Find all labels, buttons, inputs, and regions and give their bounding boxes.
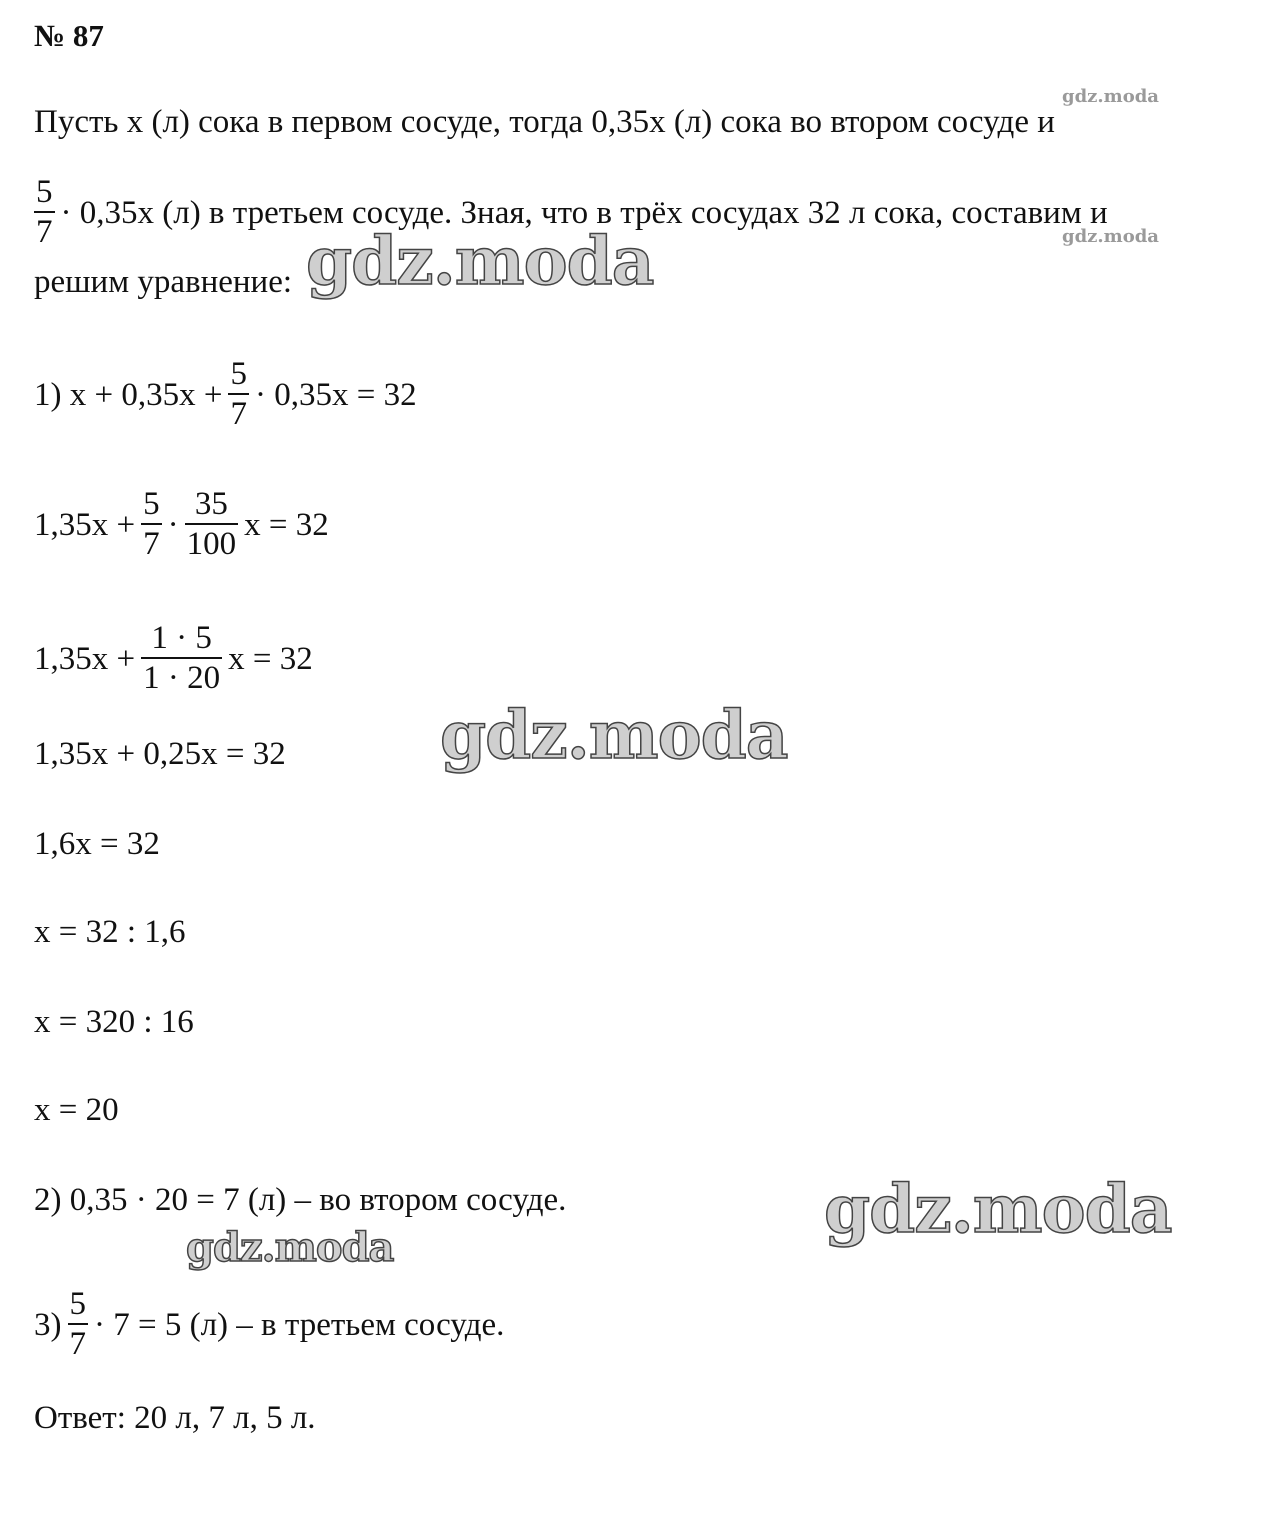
fraction-step-2b: $\frac{35}{100}$: [186, 486, 237, 562]
watermark-small-top: gdz.moda: [1062, 86, 1159, 107]
watermark-small-mid: gdz.moda: [1062, 226, 1159, 247]
step-2: 1,35x + $\frac{5}{7}$ · $\frac{35}{100}$ x = 32: [34, 486, 329, 562]
fraction-step-2a: $\frac{5}{7}$: [143, 486, 160, 562]
intro-text-2: · 0,35x (л) в третьем сосуде. Зная, что в трёх сосудах 32 л сока, составим и: [60, 194, 1108, 231]
step-6: x = 32 : 1,6: [34, 914, 186, 950]
problem-number: № 87: [34, 18, 104, 53]
fraction-step-1: $\frac{5}{7}$: [230, 356, 247, 432]
step-3: 1,35x + $\frac{1 \cdot 5}{1 \cdot 20}$ x = 32: [34, 620, 313, 696]
watermark-medium: gdz.moda: [186, 1224, 394, 1271]
fraction-five-sevenths: $\frac{5}{7}$: [36, 174, 53, 250]
step-4: 1,35x + 0,25x = 32: [34, 736, 286, 772]
intro-text-1: Пусть x (л) сока в первом сосуде, тогда 0,35x (л) сока во втором сосуде и: [34, 104, 1055, 140]
fraction-step-10: $\frac{5}{7}$: [69, 1286, 86, 1362]
step-5: 1,6x = 32: [34, 826, 160, 862]
intro-text-3: решим уравнение:: [34, 264, 293, 300]
step-10: 3) $\frac{5}{7}$ · 7 = 5 (л) – в третьем сосуде.: [34, 1286, 505, 1362]
watermark-large-2: gdz.moda: [440, 696, 788, 774]
step-8: x = 20: [34, 1092, 119, 1128]
intro-line-1: [34, 102, 1055, 142]
intro-line-3: [34, 262, 292, 302]
step-7: x = 320 : 16: [34, 1004, 194, 1040]
fraction-step-3: $\frac{1 \cdot 5}{1 \cdot 20}$: [143, 620, 221, 696]
step-1: 1) x + 0,35x + $\frac{5}{7}$ · 0,35x = 32: [34, 356, 417, 432]
watermark-large-1: gdz.moda: [306, 222, 654, 300]
answer: Ответ: 20 л, 7 л, 5 л.: [34, 1400, 316, 1436]
watermark-large-3: gdz.moda: [824, 1170, 1172, 1248]
step-9: 2) 0,35 · 20 = 7 (л) – во втором сосуде.: [34, 1182, 567, 1218]
